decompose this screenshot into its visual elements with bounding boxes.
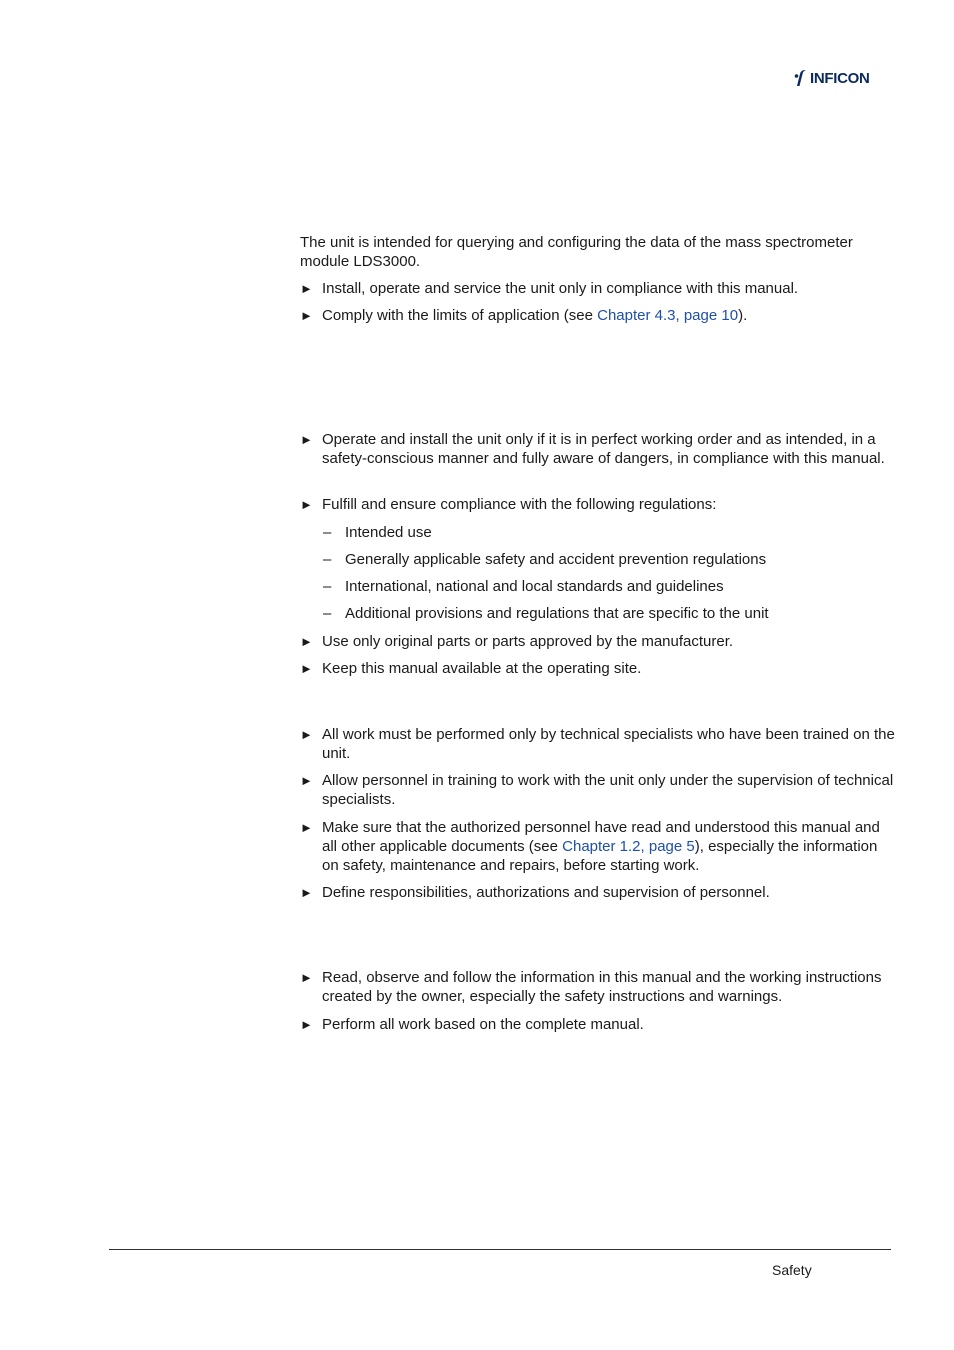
bullet-arrow-icon: ► [300,820,313,835]
regulation-item [323,577,893,596]
list-item-text: Operate and install the unit only if it is in perfect working order and as intended, in a safety-conscious manner and fully aware of dangers, in compliance with this manual. [322,431,885,467]
logo-text: INFICON [810,69,870,87]
footer-section-label: Safety [772,1262,812,1278]
dash-marker: – [323,578,332,595]
list-item-text: Define responsibilities, authorizations and supervision of personnel. [322,884,770,901]
inficon-logo-icon [794,68,808,88]
regulation-item [323,604,893,623]
regulation-item [323,523,893,542]
intro-paragraph: The unit is intended for querying and configuring the data of the mass spectrometer module LDS3000. [300,234,853,270]
dash-marker: – [323,605,332,622]
bullet-arrow-icon: ► [300,281,313,296]
list-item-text: Keep this manual available at the operating site. [322,660,642,677]
list-item-text-pre: Make sure that the authorized personnel have read and understood this manual and all other applicable documents (see [322,819,880,855]
list-item [300,632,895,651]
list-item [300,1015,895,1034]
list-item [300,279,895,298]
bullet-arrow-icon: ► [300,432,313,447]
list-item-text: Use only original parts or parts approved by the manufacturer. [322,633,734,650]
list-item [300,771,895,809]
dash-marker: – [323,524,332,541]
chapter-1-2-link[interactable]: Chapter 1.2, page 5 [562,838,695,855]
list-item [300,883,895,902]
list-item-text: Fulfill and ensure compliance with the following regulations: [322,496,717,513]
regulation-text: Intended use [345,524,432,541]
bullet-arrow-icon: ► [300,885,313,900]
list-item-text: All work must be performed only by technical specialists who have been trained on the unit. [322,726,895,762]
list-item-text [322,818,895,875]
dash-marker: – [323,551,332,568]
list-item [300,968,895,1006]
bullet-arrow-icon: ► [300,634,313,649]
bullet-arrow-icon: ► [300,497,313,512]
bullet-arrow-icon: ► [300,970,313,985]
list-item [300,725,895,763]
list-item-text: Install, operate and service the unit only in compliance with this manual. [322,280,799,297]
bullet-arrow-icon: ► [300,727,313,742]
regulation-item [323,550,893,569]
regulation-text: Additional provisions and regulations that are specific to the unit [345,605,769,622]
list-item [300,430,895,468]
bullet-arrow-icon: ► [300,1017,313,1032]
regulation-text: Generally applicable safety and accident prevention regulations [345,551,767,568]
chapter-4-3-link[interactable]: Chapter 4.3, page 10 [597,307,739,324]
bullet-arrow-icon: ► [300,773,313,788]
bullet-arrow-icon: ► [300,308,313,323]
list-item-text: Perform all work based on the complete manual. [322,1016,644,1033]
list-item-text: Allow personnel in training to work with the unit only under the supervision of technical specialists. [322,772,894,808]
list-item [300,495,895,514]
regulation-text: International, national and local standards and guidelines [345,578,724,595]
inficon-logo [794,67,870,89]
footer-divider [109,1249,891,1250]
list-item-text: Read, observe and follow the information in this manual and the working instructions created by the owner, especially the safety instructions and warnings. [322,969,882,1005]
bullet-arrow-icon: ► [300,661,313,676]
list-item-text-post: ). [738,307,748,324]
list-item [300,818,895,875]
list-item-text [322,306,895,325]
list-item-text-post: ), especially the information on safety, maintenance and repairs, before starting work. [322,838,878,874]
list-item [300,306,895,325]
list-item-text-pre: Comply with the limits of application (see [322,307,598,324]
list-item [300,659,895,678]
